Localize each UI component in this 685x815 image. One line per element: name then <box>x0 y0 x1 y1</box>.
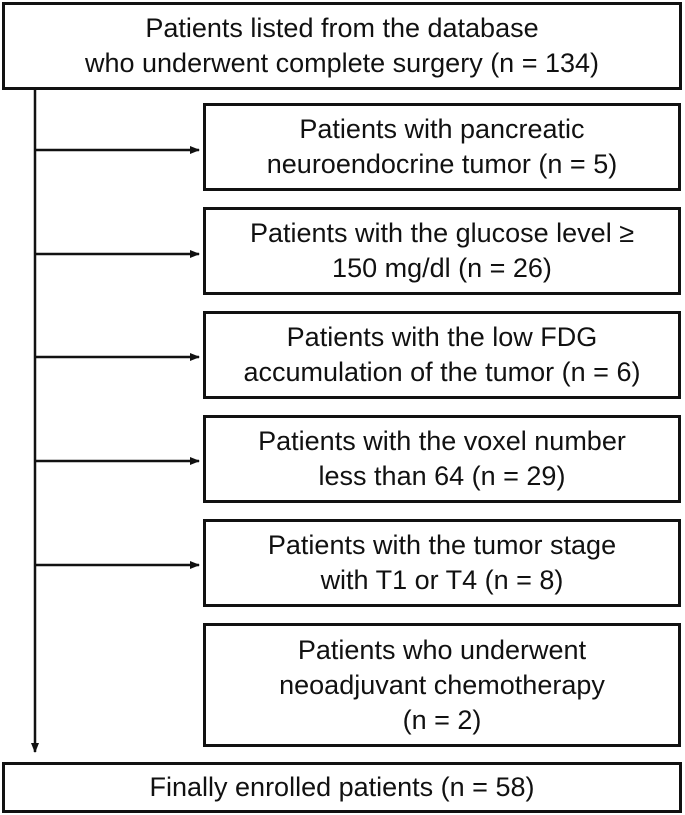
exclusion-box-voxel <box>203 415 681 503</box>
exclusion-text-voxel: Patients with the voxel number less than 64 (n = 29) <box>258 426 626 491</box>
initial-cohort-box <box>2 2 682 90</box>
exclusion-text-low-fdg: Patients with the low FDG accumulation of the tumor (n = 6) <box>243 322 641 387</box>
exclusion-box-chemotherapy <box>203 623 681 747</box>
exclusion-box-tumor-stage <box>203 519 681 607</box>
exclusion-text-chemotherapy: Patients who underwent neoadjuvant chemotherapy (n = 2) <box>279 634 605 735</box>
exclusion-box-glucose <box>203 207 681 295</box>
final-cohort-text: Finally enrolled patients (n = 58) <box>149 772 535 802</box>
final-cohort-box <box>2 762 682 813</box>
exclusion-text-glucose: Patients with the glucose level ≥ 150 mg/dl (n = 26) <box>249 218 635 283</box>
exclusion-text-neuroendocrine: Patients with pancreatic neuroendocrine tumor (n = 5) <box>266 114 618 179</box>
initial-cohort-text: Patients listed from the database who underwent complete surgery (n = 134) <box>84 13 600 78</box>
exclusion-box-neuroendocrine <box>203 103 681 191</box>
exclusion-box-low-fdg <box>203 311 681 399</box>
exclusion-text-tumor-stage: Patients with the tumor stage with T1 or T4 (n = 8) <box>267 530 617 595</box>
